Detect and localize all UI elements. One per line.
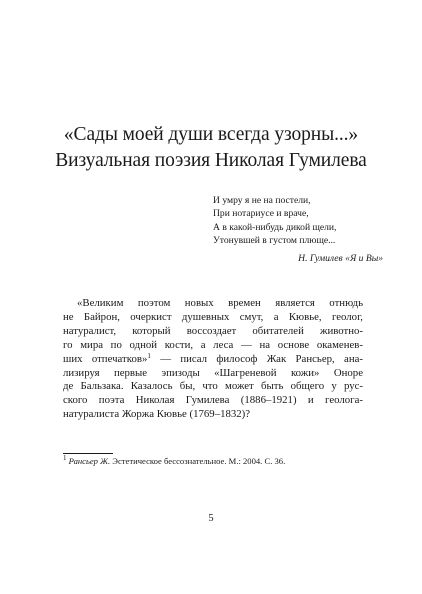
body-line xyxy=(63,353,363,367)
chapter-title xyxy=(40,122,382,174)
footnote xyxy=(63,456,363,467)
chapter-title-line-2: Визуальная поэзия Николая Гумилева xyxy=(55,150,367,171)
epigraph-line: А в какой-нибудь дикой щели, xyxy=(213,221,337,233)
footnote-reference[interactable]: 1 xyxy=(147,351,151,360)
body-line-text: ших отпечатков» xyxy=(63,352,148,365)
footnote-author: Рансьер Ж. xyxy=(68,456,111,466)
footnote-divider xyxy=(63,453,113,454)
epigraph-line: При нотариусе и враче, xyxy=(213,208,309,220)
epigraph-line: Утонувшей в густом плюще... xyxy=(213,235,336,247)
body-line: натуралист, который воссоздает обитателей животно- xyxy=(63,324,363,337)
epigraph-source: «Я и Вы» xyxy=(345,252,383,264)
epigraph-author: Н. Гумилев xyxy=(298,252,343,264)
epigraph xyxy=(213,194,383,265)
epigraph-line: И умру я не на постели, xyxy=(213,195,311,206)
body-line-text: — писал философ Жак Рансьер, ана- xyxy=(150,352,363,365)
body-line: лизируя первые эпизоды «Шагреневой кожи» Оноре xyxy=(63,366,363,379)
footnote-number: 1 xyxy=(63,454,67,462)
body-line: ского поэта Николая Гумилева (1886–1921) и геолога- xyxy=(63,394,363,407)
body-line: де Бальзака. Казалось бы, что может быть общего у рус- xyxy=(63,380,363,393)
epigraph-attribution xyxy=(213,252,383,265)
body-line: го мира по одной кости, а леса — на основе окаменев- xyxy=(63,338,363,351)
body-line: не Байрон, очеркист душевных смут, а Кювье, геолог, xyxy=(63,310,363,323)
body-line: «Великим поэтом новых времен является отнюдь xyxy=(77,297,363,309)
page-number: 5 xyxy=(208,513,214,524)
body-paragraph xyxy=(63,297,363,422)
body-line: натуралиста Жоржа Кювье (1769–1832)? xyxy=(63,408,251,421)
chapter-title-line-1: «Сады моей души всегда узорны...» xyxy=(63,124,359,145)
footnote-text: Эстетическое бессознательное. М.: 2004. С. 36. xyxy=(110,456,286,466)
